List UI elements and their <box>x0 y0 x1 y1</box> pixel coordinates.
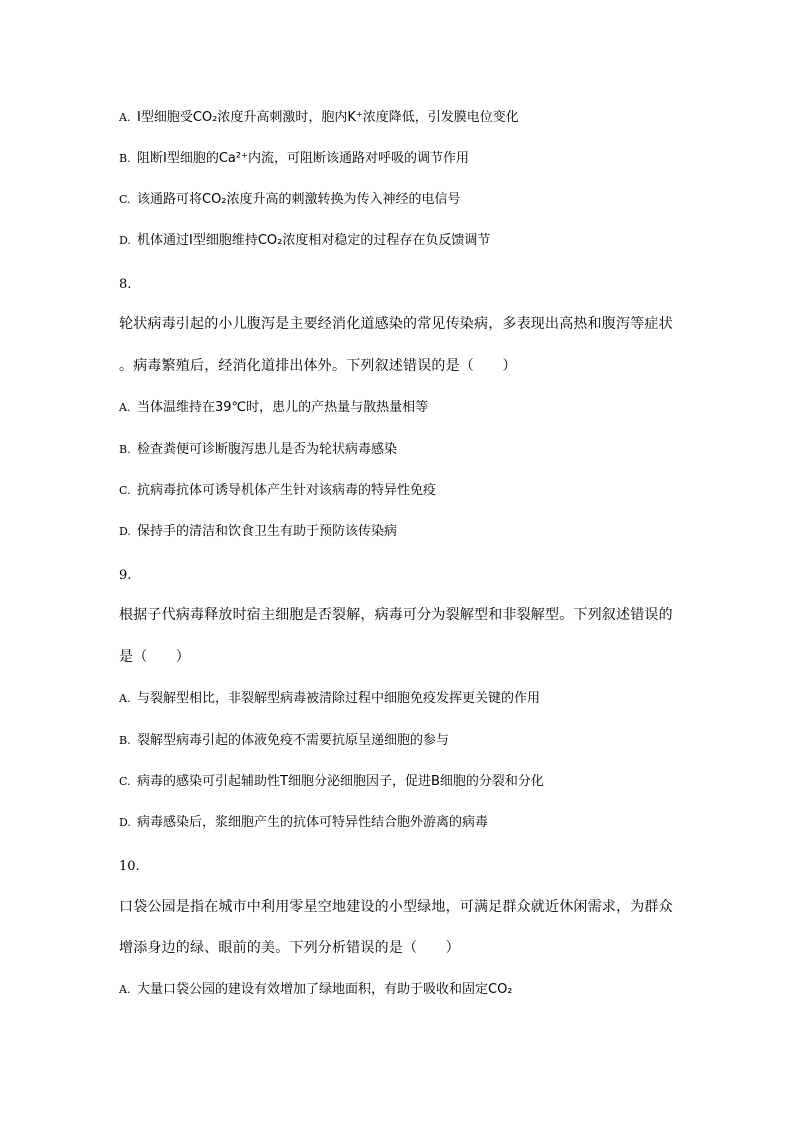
question-number-9: 9. <box>119 568 132 583</box>
q9-option-a <box>119 689 540 709</box>
question-number-10: 10. <box>119 859 140 874</box>
option-text: 抗病毒抗体可诱导机体产生针对该病毒的特异性免疫 <box>137 483 437 498</box>
option-letter: A. <box>119 983 131 996</box>
option-letter: B. <box>119 734 131 747</box>
q7-option-a <box>119 108 519 128</box>
option-text: 大量口袋公园的建设有效增加了绿地面积，有助于吸收和固定CO₂ <box>137 982 513 997</box>
q10-stem-line-2: 增添身边的绿、眼前的美。下列分析错误的是（ ） <box>119 940 460 956</box>
option-letter: A. <box>119 401 131 414</box>
option-text: Ⅰ型细胞受CO₂浓度升高刺激时，胞内K⁺浓度降低，引发膜电位变化 <box>137 110 519 125</box>
q7-option-d <box>119 231 490 251</box>
q7-option-b <box>119 149 469 169</box>
option-text: 阻断Ⅰ型细胞的Ca²⁺内流，可阻断该通路对呼吸的调节作用 <box>137 151 469 166</box>
option-text: 病毒感染后，浆细胞产生的抗体可特异性结合胞外游离的病毒 <box>137 815 489 830</box>
q9-option-c <box>119 772 544 792</box>
q10-stem-line-1: 口袋公园是指在城市中利用零星空地建设的小型绿地，可满足群众就近休闲需求，为群众 <box>119 899 673 915</box>
option-letter: C. <box>119 484 131 497</box>
option-text: 机体通过Ⅰ型细胞维持CO₂浓度相对稳定的过程存在负反馈调节 <box>137 233 491 248</box>
q8-stem-line-1: 轮状病毒引起的小儿腹泻是主要经消化道感染的常见传染病，多表现出高热和腹泻等症状 <box>119 316 673 332</box>
q8-option-c <box>119 481 436 501</box>
q9-option-d <box>119 813 488 833</box>
q9-stem-line-1: 根据子代病毒释放时宿主细胞是否裂解，病毒可分为裂解型和非裂解型。下列叙述错误的 <box>119 607 673 623</box>
question-number-8: 8. <box>119 277 132 292</box>
option-text: 病毒的感染可引起辅助性T细胞分泌细胞因子，促进B细胞的分裂和分化 <box>137 774 544 789</box>
option-letter: B. <box>119 443 131 456</box>
option-text: 裂解型病毒引起的体液免疫不需要抗原呈递细胞的参与 <box>137 733 450 748</box>
q7-option-c <box>119 190 461 210</box>
q9-option-b <box>119 731 449 751</box>
q9-stem-line-2: 是（ ） <box>119 649 190 665</box>
option-text: 保持手的清洁和饮食卫生有助于预防该传染病 <box>137 524 398 539</box>
option-letter: D. <box>119 234 131 247</box>
q10-option-a <box>119 980 513 1000</box>
q8-option-b <box>119 440 397 460</box>
option-letter: C. <box>119 775 131 788</box>
q8-option-a <box>119 398 428 418</box>
option-letter: D. <box>119 525 131 538</box>
option-letter: D. <box>119 816 131 829</box>
option-text: 该通路可将CO₂浓度升高的刺激转换为传入神经的电信号 <box>137 192 461 207</box>
option-text: 与裂解型相比，非裂解型病毒被清除过程中细胞免疫发挥更关键的作用 <box>137 691 541 706</box>
option-letter: B. <box>119 152 131 165</box>
option-letter: A. <box>119 692 131 705</box>
q8-stem-line-2: 。病毒繁殖后，经消化道排出体外。下列叙述错误的是（ ） <box>119 358 517 374</box>
option-text: 当体温维持在39℃时，患儿的产热量与散热量相等 <box>137 400 429 415</box>
option-letter: A. <box>119 111 131 124</box>
q8-option-d <box>119 522 397 542</box>
option-letter: C. <box>119 193 131 206</box>
option-text: 检查粪便可诊断腹泻患儿是否为轮状病毒感染 <box>137 442 398 457</box>
